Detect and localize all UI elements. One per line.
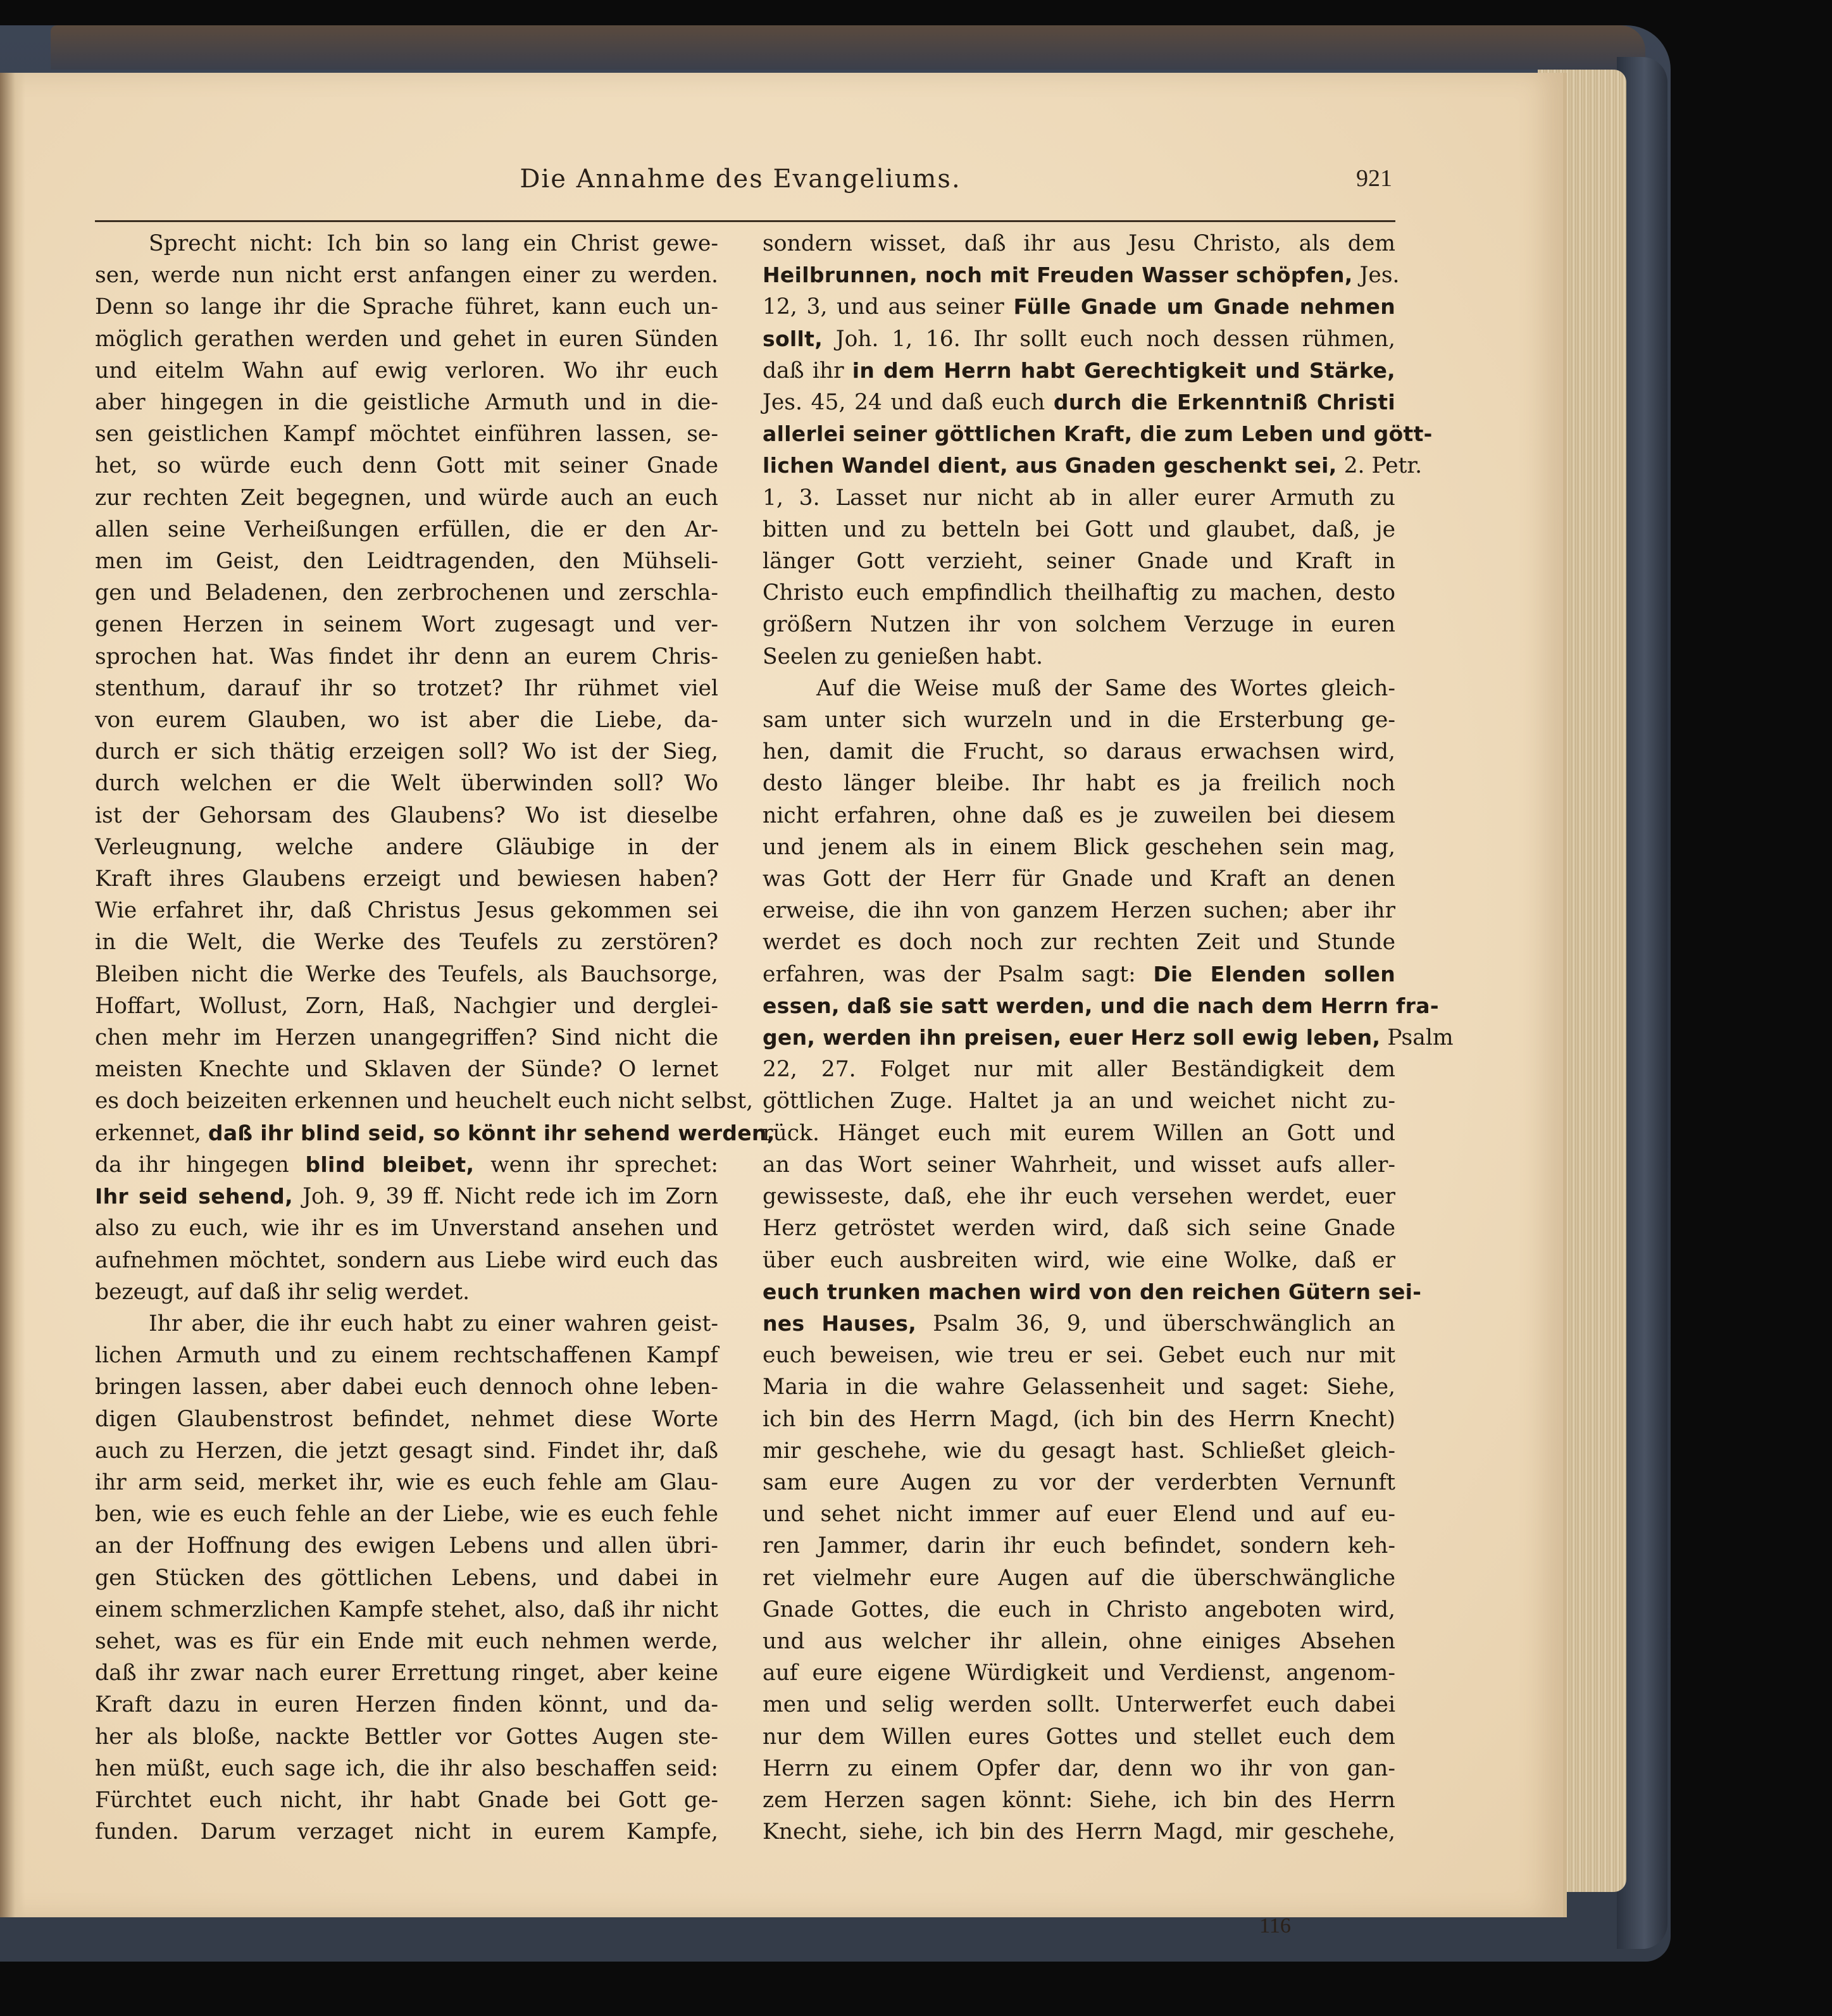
text-line: da ihr hingegen blind bleibet, wenn ihr sprechet: <box>95 1152 718 1178</box>
text-line: Jes. 45, 24 und daß euch durch die Erkenntniß Christi <box>763 390 1395 416</box>
text-line: Heilbrunnen, noch mit Freuden Wasser schöpfen, Jes. <box>763 263 1400 289</box>
text-line: Gnade Gottes, die euch in Christo angeboten wird, <box>763 1596 1395 1622</box>
emphasized-text: in dem Herrn habt Gerechtigkeit und Stärke, <box>852 358 1395 383</box>
paragraph <box>95 1308 718 1848</box>
text-line: an das Wort seiner Wahrheit, und wisset aufs aller- <box>763 1152 1395 1178</box>
text-line: men im Geist, den Leidtragenden, den Mühseli- <box>95 549 718 575</box>
text-line: Maria in die wahre Gelassenheit und saget: Siehe, <box>763 1374 1395 1400</box>
text-line: 12, 3, und aus seiner Fülle Gnade um Gnade nehmen <box>763 294 1395 320</box>
left-text-column <box>95 228 775 1848</box>
text-line: chen mehr im Herzen unangegriffen? Sind nicht die <box>95 1025 718 1051</box>
text-line: in die Welt, die Werke des Teufels zu zerstören? <box>95 930 718 955</box>
text-line: funden. Darum verzaget nicht in eurem Kampfe, <box>95 1819 718 1845</box>
text-line: Herz getröstet werden wird, daß sich seine Gnade <box>763 1216 1395 1241</box>
text-line: hen, damit die Frucht, so daraus erwachsen wird, <box>763 739 1395 765</box>
text-line: zem Herzen sagen könnt: Siehe, ich bin des Herrn <box>763 1787 1395 1813</box>
text-line: Seelen zu genießen habt. <box>763 644 1043 669</box>
text-line: bezeugt, auf daß ihr selig werdet. <box>95 1279 470 1305</box>
text-line: stenthum, darauf ihr so trotzet? Ihr rühmet viel <box>95 675 718 701</box>
text-line: über euch ausbreiten wird, wie eine Wolke, daß er <box>763 1247 1395 1273</box>
text-line: Kraft dazu in euren Herzen finden könnt, und da- <box>95 1692 718 1718</box>
text-line: erkennet, daß ihr blind seid, so könnt ihr sehend werden, <box>95 1120 775 1146</box>
text-line: sam eure Augen zu vor der verderbten Vernunft <box>763 1469 1395 1495</box>
emphasized-text: daß ihr blind seid, so könnt ihr sehend werden, <box>208 1120 775 1145</box>
text-line: sondern wisset, daß ihr aus Jesu Christo, als dem <box>763 231 1395 256</box>
text-line: lichen Armuth und zu einem rechtschaffenen Kampf <box>95 1343 718 1369</box>
text-line: erweise, die ihn von ganzem Herzen suchen; aber ihr <box>763 898 1395 924</box>
text-line: sollt, Joh. 1, 16. Ihr sollt euch noch dessen rühmen, <box>763 326 1395 352</box>
text-line: erfahren, was der Psalm sagt: Die Elenden sollen <box>763 961 1395 987</box>
text-line: genen Herzen in seinem Wort zugesagt und ver- <box>95 612 718 638</box>
text-line: und aus welcher ihr allein, ohne einiges Absehen <box>763 1628 1395 1654</box>
text-line: gewisseste, daß, ehe ihr euch versehen werdet, euer <box>763 1184 1395 1210</box>
text-line: ich bin des Herrn Magd, (ich bin des Herrn Knecht) <box>763 1406 1395 1432</box>
emphasized-text: Die Elenden sollen <box>1153 961 1395 986</box>
text-line: nicht erfahren, ohne daß es je zuweilen bei diesem <box>763 802 1395 828</box>
text-line: her als bloße, nackte Bettler vor Gottes Augen ste- <box>95 1724 718 1750</box>
text-line: von eurem Glauben, wo ist aber die Liebe, da- <box>95 707 718 733</box>
text-line: Ihr aber, die ihr euch habt zu einer wahren geist- <box>149 1310 718 1336</box>
emphasized-text: essen, daß sie satt werden, und die nach dem Herrn fra- <box>763 993 1439 1018</box>
text-line: Verleugnung, welche andere Gläubige in der <box>95 834 718 860</box>
text-line: hen müßt, euch sage ich, die ihr also beschaffen seid: <box>95 1755 718 1781</box>
text-line: Fürchtet euch nicht, ihr habt Gnade bei Gott ge- <box>95 1787 718 1813</box>
text-line: auf eure eigene Würdigkeit und Verdienst, angenom- <box>763 1660 1395 1686</box>
text-line: ren Jammer, darin ihr euch befindet, sondern keh- <box>763 1533 1395 1559</box>
text-line: auch zu Herzen, die jetzt gesagt sind. Findet ihr, daß <box>95 1438 718 1464</box>
emphasized-text: nes Hauses, <box>763 1310 917 1336</box>
text-line: sen geistlichen Kampf möchtet einführen lassen, se- <box>95 421 718 447</box>
text-line: nur dem Willen eures Gottes und stellet euch dem <box>763 1724 1395 1750</box>
emphasized-text: allerlei seiner göttlichen Kraft, die zum Leben und gött- <box>763 421 1433 447</box>
text-line: rück. Hänget euch mit eurem Willen an Gott und <box>763 1120 1395 1146</box>
text-line: durch welchen er die Welt überwinden soll? Wo <box>95 771 718 797</box>
text-line: daß ihr zwar nach eurer Errettung ringet, aber keine <box>95 1660 718 1686</box>
text-line: länger Gott verzieht, seiner Gnade und Kraft in <box>763 549 1395 575</box>
text-line: ihr arm seid, merket ihr, wie es euch fehle am Glau- <box>95 1469 718 1495</box>
text-line: 22, 27. Folget nur mit aller Beständigkeit dem <box>763 1057 1395 1083</box>
text-line: lichen Wandel dient, aus Gnaden geschenkt sei, 2. Petr. <box>763 453 1423 479</box>
text-line: desto länger bleibe. Ihr habt es ja freilich noch <box>763 771 1395 797</box>
book-page <box>0 73 1567 1938</box>
text-line: ist der Gehorsam des Glaubens? Wo ist dieselbe <box>95 802 718 828</box>
paragraph <box>763 673 1454 1848</box>
text-line: und eitelm Wahn auf ewig verloren. Wo ihr euch <box>95 358 718 383</box>
text-line: Denn so lange ihr die Sprache führet, kann euch un- <box>95 294 718 320</box>
text-line: euch beweisen, wie treu er sei. Gebet euch nur mit <box>763 1343 1395 1369</box>
text-line: allen seine Verheißungen erfüllen, die er den Ar- <box>95 516 718 542</box>
text-line: Auf die Weise muß der Same des Wortes gleich- <box>816 675 1395 701</box>
text-line: Wie erfahret ihr, daß Christus Jesus gekommen sei <box>95 898 718 924</box>
text-line: Knecht, siehe, ich bin des Herrn Magd, mir geschehe, <box>763 1819 1395 1845</box>
text-line: sen, werde nun nicht erst anfangen einer zu werden. <box>95 263 718 289</box>
page-number: 921 <box>1356 165 1392 192</box>
emphasized-text: blind bleibet, <box>305 1152 475 1177</box>
emphasized-text: Heilbrunnen, noch mit Freuden Wasser schöpfen, <box>763 263 1353 288</box>
text-line: digen Glaubenstrost befindet, nehmet diese Worte <box>95 1406 718 1432</box>
paragraph <box>95 228 775 1308</box>
text-line: was Gott der Herr für Gnade und Kraft an denen <box>763 866 1395 892</box>
text-line: göttlichen Zuge. Haltet ja an und weichet nicht zu- <box>763 1088 1395 1114</box>
text-line: und sehet nicht immer auf euer Elend und auf eu- <box>763 1502 1395 1528</box>
text-line: Christo euch empfindlich theilhaftig zu machen, desto <box>763 580 1395 606</box>
emphasized-text: sollt, <box>763 326 823 351</box>
text-line: ben, wie es euch fehle an der Liebe, wie es euch fehle <box>95 1502 718 1528</box>
text-line: an der Hoffnung des ewigen Lebens und allen übri- <box>95 1533 718 1559</box>
text-line: bringen lassen, aber dabei euch dennoch ohne leben- <box>95 1374 718 1400</box>
text-line: Bleiben nicht die Werke des Teufels, als Bauchsorge, <box>95 961 718 987</box>
emphasized-text: lichen Wandel dient, aus Gnaden geschenkt sei, <box>763 453 1337 478</box>
text-line: Herrn zu einem Opfer dar, denn wo ihr von gan- <box>763 1755 1395 1781</box>
emphasized-text: Ihr seid sehend, <box>95 1184 293 1209</box>
text-line: daß ihr in dem Herrn habt Gerechtigkeit und Stärke, <box>763 358 1395 383</box>
text-line: Kraft ihres Glaubens erzeigt und bewiesen haben? <box>95 866 718 892</box>
book-cover-top-edge <box>51 25 1645 70</box>
running-head <box>0 165 1563 215</box>
text-line: also zu euch, wie ihr es im Unverstand ansehen und <box>95 1216 718 1241</box>
text-line: werdet es doch noch zur rechten Zeit und Stunde <box>763 930 1395 955</box>
text-line: gen, werden ihn preisen, euer Herz soll ewig leben, Psalm <box>763 1025 1454 1051</box>
text-line: sehet, was es für ein Ende mit euch nehmen werde, <box>95 1628 718 1654</box>
page-gutter-shadow <box>0 73 25 1917</box>
text-line: Ihr seid sehend, Joh. 9, 39 ff. Nicht rede ich im Zorn <box>95 1184 718 1210</box>
emphasized-text: durch die Erkenntniß Christi <box>1053 390 1395 415</box>
text-line: zur rechten Zeit begegnen, und würde auch an euch <box>95 485 718 511</box>
text-line: es doch beizeiten erkennen und heuchelt euch nicht selbst, <box>95 1088 754 1114</box>
text-line: durch er sich thätig erzeigen soll? Wo ist der Sieg, <box>95 739 718 765</box>
text-line: ret vielmehr eure Augen auf die überschwängliche <box>763 1565 1395 1591</box>
text-line: gen Stücken des göttlichen Lebens, und dabei in <box>95 1565 718 1591</box>
paragraph <box>763 228 1433 673</box>
text-line: sam unter sich wurzeln und in die Ersterbung ge- <box>763 707 1395 733</box>
right-text-column <box>763 228 1454 1848</box>
text-line: und jenem als in einem Blick geschehen sein mag, <box>763 834 1395 860</box>
text-line: Hoffart, Wollust, Zorn, Haß, Nachgier und derglei- <box>95 993 718 1019</box>
emphasized-text: Fülle Gnade um Gnade nehmen <box>1013 294 1395 320</box>
text-line: het, so würde euch denn Gott mit seiner Gnade <box>95 453 718 479</box>
header-rule <box>95 220 1395 222</box>
text-line: aber hingegen in die geistliche Armuth und in die- <box>95 390 718 416</box>
emphasized-text: gen, werden ihn preisen, euer Herz soll ewig leben, <box>763 1025 1381 1050</box>
text-line: Sprecht nicht: Ich bin so lang ein Christ gewe- <box>149 231 718 256</box>
text-line: gen und Beladenen, den zerbrochenen und zerschla- <box>95 580 718 606</box>
text-line <box>763 1276 1422 1308</box>
emphasized-text: euch trunken machen wird von den reichen Gütern sei- <box>763 1279 1422 1304</box>
text-line: möglich gerathen werden und gehet in euren Sünden <box>95 326 718 352</box>
text-line: 1, 3. Lasset nur nicht ab in aller eurer Armuth zu <box>763 485 1395 511</box>
text-line: men und selig werden sollt. Unterwerfet euch dabei <box>763 1692 1395 1718</box>
signature-mark: 116 <box>1259 1914 1291 1938</box>
text-line: aufnehmen möchtet, sondern aus Liebe wird euch das <box>95 1247 718 1273</box>
text-line: meisten Knechte und Sklaven der Sünde? O lernet <box>95 1057 718 1083</box>
text-line: größern Nutzen ihr von solchem Verzuge in euren <box>763 612 1395 638</box>
running-title: Die Annahme des Evangeliums. <box>520 165 961 194</box>
text-line <box>763 418 1433 450</box>
text-line: nes Hauses, Psalm 36, 9, und überschwänglich an <box>763 1310 1395 1336</box>
text-line: sprochen hat. Was findet ihr denn an eurem Chris- <box>95 644 718 669</box>
text-line: mir geschehe, wie du gesagt hast. Schließet gleich- <box>763 1438 1395 1464</box>
text-line <box>763 990 1439 1022</box>
text-line: bitten und zu betteln bei Gott und glaubet, daß, je <box>763 516 1395 542</box>
text-line: einem schmerzlichen Kampfe stehet, also, daß ihr nicht <box>95 1596 718 1622</box>
